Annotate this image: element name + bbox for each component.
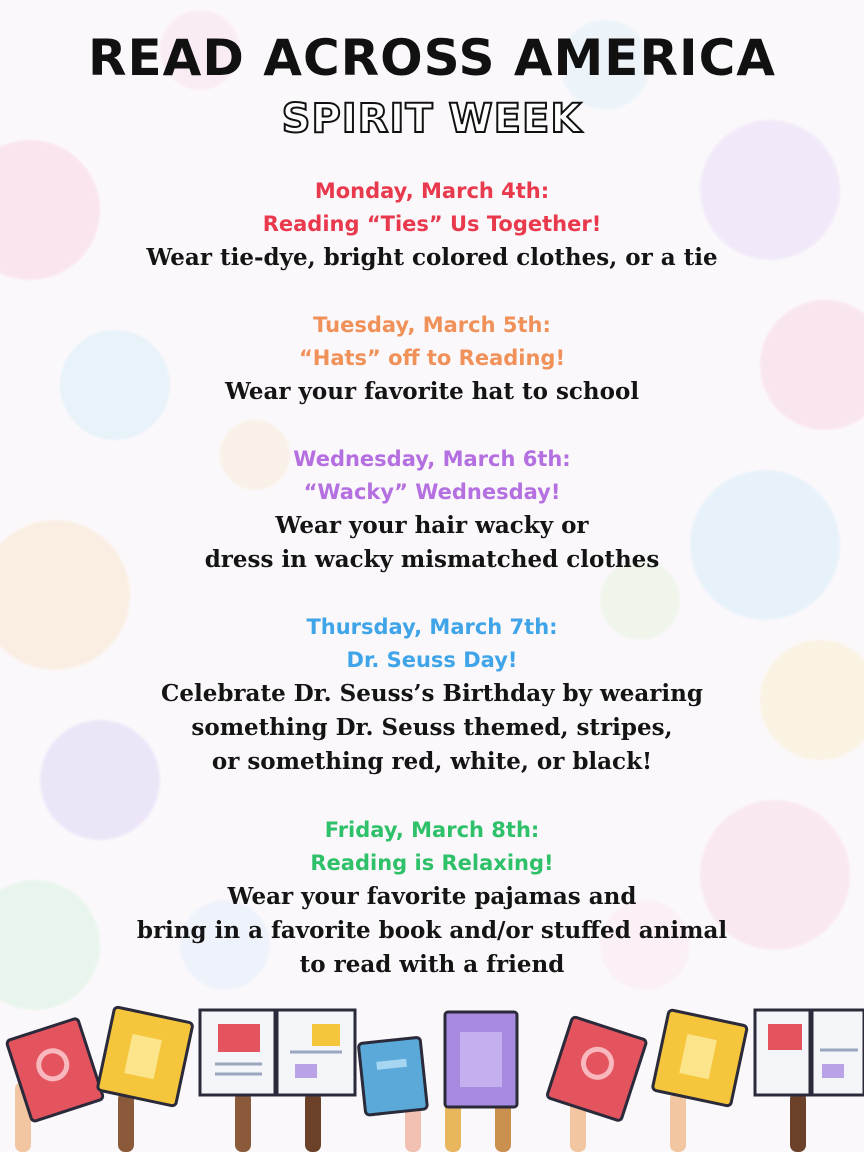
open-book-icon: [755, 1010, 864, 1095]
arm-icon: [305, 1092, 321, 1152]
day-description: bring in a favorite book and/or stuffed animal: [136, 917, 728, 944]
yellow-book-icon: [652, 1010, 747, 1107]
books-illustration: [0, 1002, 864, 1152]
arm-icon: [790, 1092, 806, 1152]
red-book-icon: [547, 1016, 647, 1121]
purple-book-icon: [445, 1012, 517, 1107]
arm-icon: [118, 1092, 134, 1152]
day-description: dress in wacky mismatched clothes: [204, 546, 660, 573]
day-description: Wear your favorite pajamas and: [227, 883, 637, 910]
day-description: Wear your favorite hat to school: [224, 378, 640, 405]
day-date: Friday, March 8th:: [324, 818, 540, 842]
day-description: Wear your hair wacky or: [275, 512, 589, 539]
yellow-book-icon: [97, 1007, 193, 1107]
day-description: to read with a friend: [299, 951, 565, 978]
arm-icon: [235, 1092, 251, 1152]
day-monday: [0, 175, 864, 275]
day-theme: “Hats” off to Reading!: [298, 346, 566, 370]
day-theme: Reading is Relaxing!: [310, 851, 554, 875]
arm-icon: [670, 1092, 686, 1152]
day-date: Tuesday, March 5th:: [313, 313, 551, 337]
day-date: Thursday, March 7th:: [306, 615, 558, 639]
day-theme: “Wacky” Wednesday!: [303, 480, 561, 504]
poster-subtitle: SPIRIT WEEK: [281, 96, 583, 142]
day-description: something Dr. Seuss themed, stripes,: [191, 714, 673, 741]
day-wednesday: [0, 443, 864, 577]
day-tuesday: [0, 309, 864, 409]
day-description: or something red, white, or black!: [211, 748, 653, 775]
poster-title: READ ACROSS AMERICA: [88, 29, 776, 87]
day-theme: Reading “Ties” Us Together!: [262, 212, 602, 236]
day-thursday: [0, 611, 864, 779]
open-book-icon: [200, 1010, 355, 1095]
day-description: Celebrate Dr. Seuss’s Birthday by wearing: [161, 680, 703, 707]
blue-book-icon: [358, 1037, 427, 1115]
day-date: Monday, March 4th:: [314, 179, 550, 203]
day-theme: Dr. Seuss Day!: [346, 648, 518, 672]
day-date: Wednesday, March 6th:: [293, 447, 571, 471]
day-friday: [0, 814, 864, 982]
day-description: Wear tie-dye, bright colored clothes, or a tie: [146, 244, 718, 271]
